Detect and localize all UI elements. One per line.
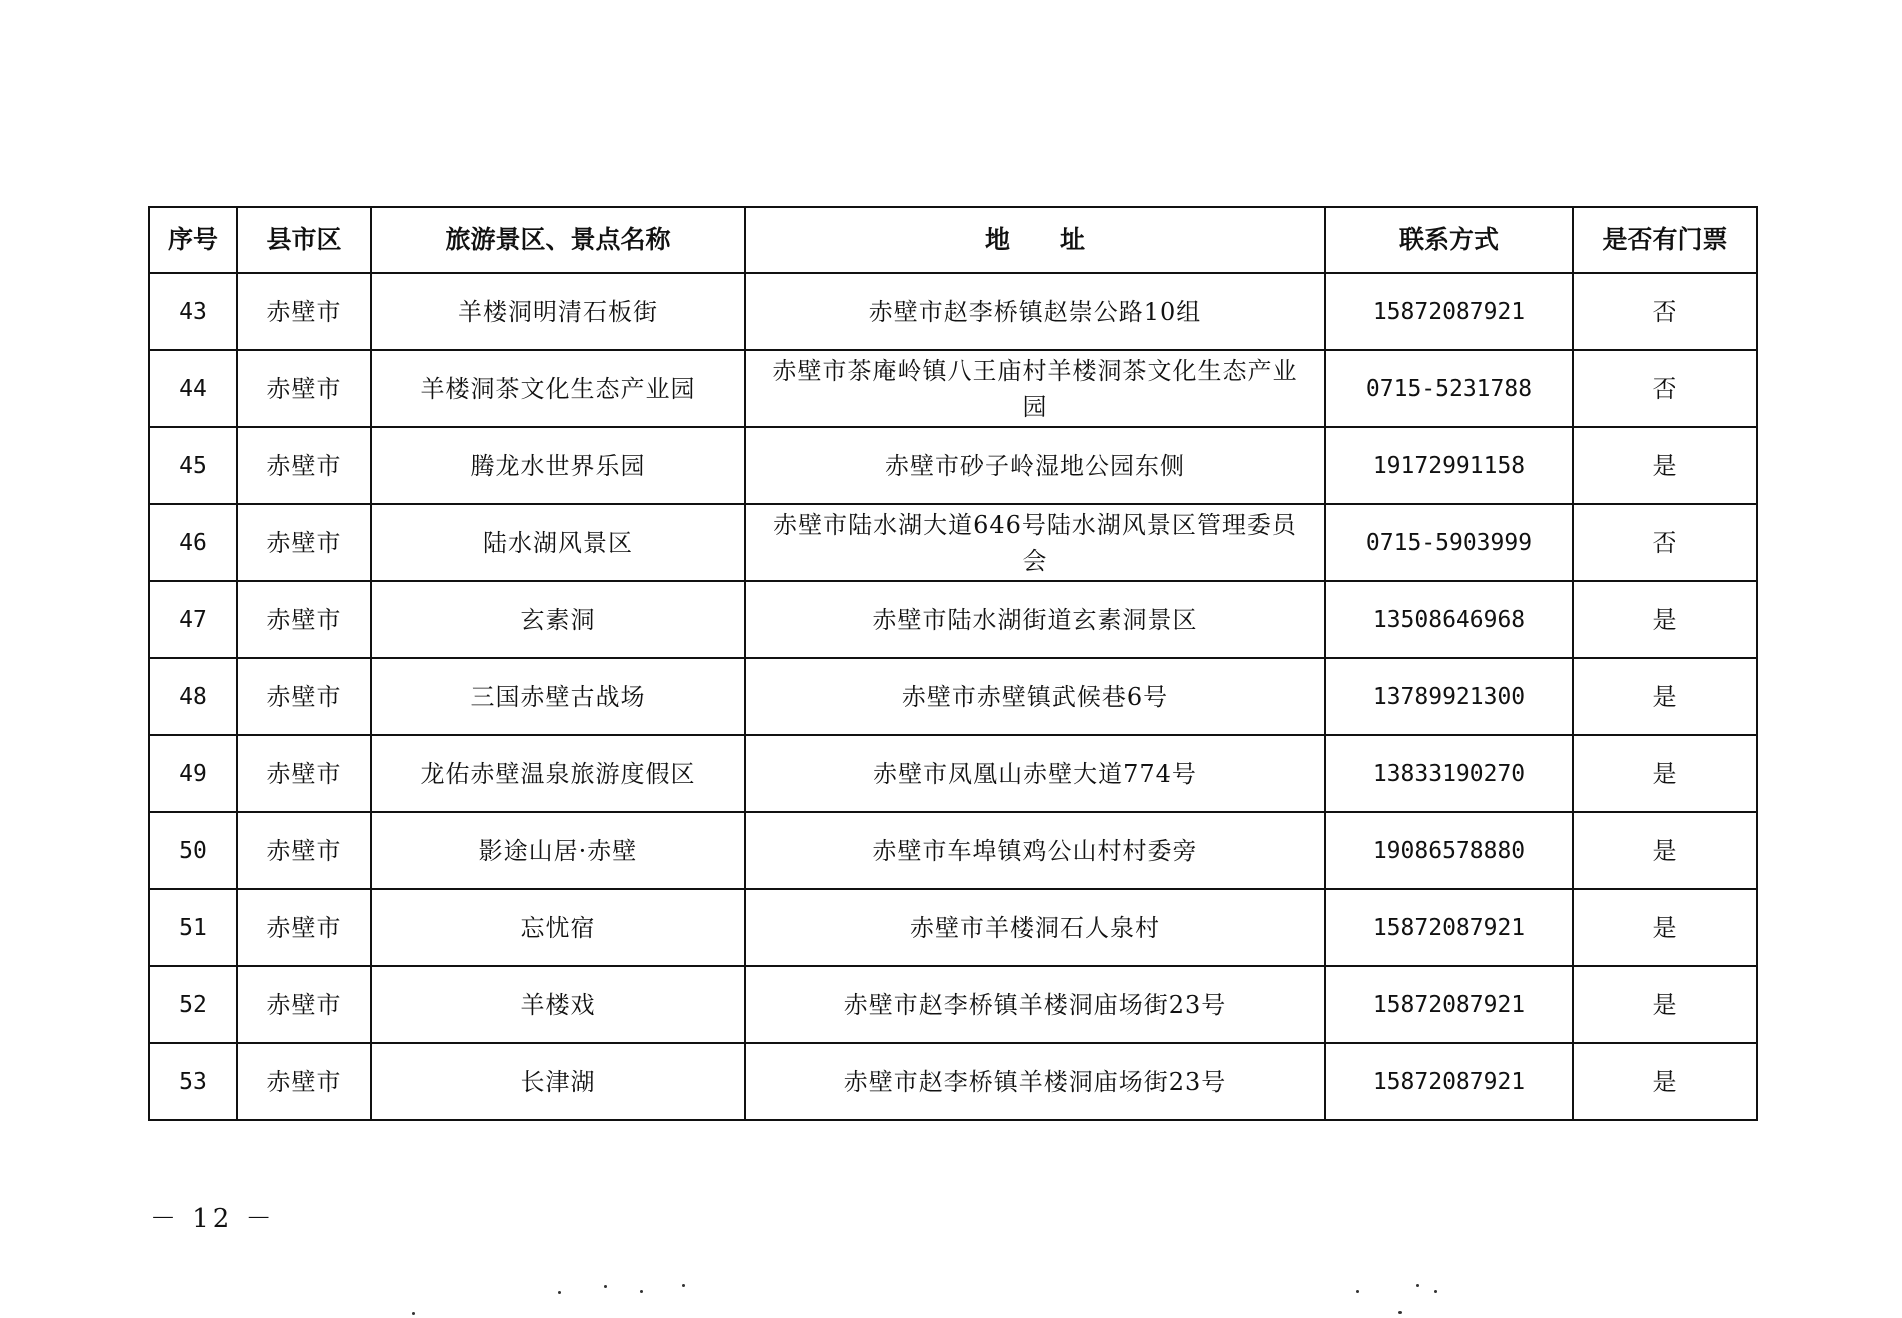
cell-ticket: 是 — [1573, 658, 1757, 735]
header-county: 县市区 — [237, 207, 371, 273]
scan-speck — [604, 1285, 607, 1288]
scan-speck — [1416, 1284, 1419, 1287]
cell-contact: 13833190270 — [1325, 735, 1573, 812]
scan-speck — [1398, 1311, 1402, 1314]
header-index: 序号 — [149, 207, 237, 273]
cell-contact: 15872087921 — [1325, 273, 1573, 350]
cell-index: 53 — [149, 1043, 237, 1120]
cell-ticket: 是 — [1573, 427, 1757, 504]
cell-address: 赤壁市车埠镇鸡公山村村委旁 — [745, 812, 1325, 889]
table-row — [149, 504, 1757, 581]
cell-ticket: 否 — [1573, 273, 1757, 350]
cell-county: 赤壁市 — [237, 581, 371, 658]
cell-ticket: 是 — [1573, 966, 1757, 1043]
cell-ticket: 是 — [1573, 735, 1757, 812]
cell-ticket: 否 — [1573, 504, 1757, 581]
cell-county: 赤壁市 — [237, 273, 371, 350]
cell-county: 赤壁市 — [237, 427, 371, 504]
cell-county: 赤壁市 — [237, 966, 371, 1043]
table-row — [149, 889, 1757, 966]
cell-contact: 15872087921 — [1325, 1043, 1573, 1120]
cell-name: 羊楼洞茶文化生态产业园 — [371, 350, 745, 427]
cell-name: 羊楼戏 — [371, 966, 745, 1043]
cell-contact: 19086578880 — [1325, 812, 1573, 889]
cell-county: 赤壁市 — [237, 735, 371, 812]
table-body — [149, 273, 1757, 1120]
cell-address: 赤壁市陆水湖街道玄素洞景区 — [745, 581, 1325, 658]
scan-speck — [1356, 1290, 1359, 1293]
cell-county: 赤壁市 — [237, 889, 371, 966]
cell-county: 赤壁市 — [237, 504, 371, 581]
header-contact: 联系方式 — [1325, 207, 1573, 273]
scan-speck — [412, 1312, 415, 1315]
cell-ticket: 否 — [1573, 350, 1757, 427]
cell-address: 赤壁市砂子岭湿地公园东侧 — [745, 427, 1325, 504]
cell-contact: 15872087921 — [1325, 966, 1573, 1043]
table-row — [149, 658, 1757, 735]
cell-name: 影途山居·赤壁 — [371, 812, 745, 889]
cell-ticket: 是 — [1573, 1043, 1757, 1120]
cell-name: 龙佑赤壁温泉旅游度假区 — [371, 735, 745, 812]
cell-ticket: 是 — [1573, 812, 1757, 889]
table-row — [149, 273, 1757, 350]
table-header — [149, 207, 1757, 273]
table-row — [149, 1043, 1757, 1120]
scan-speck — [682, 1284, 685, 1287]
cell-name: 三国赤壁古战场 — [371, 658, 745, 735]
cell-index: 45 — [149, 427, 237, 504]
cell-index: 52 — [149, 966, 237, 1043]
cell-name: 陆水湖风景区 — [371, 504, 745, 581]
table-row — [149, 350, 1757, 427]
header-row — [149, 207, 1757, 273]
cell-contact: 19172991158 — [1325, 427, 1573, 504]
cell-address: 赤壁市赵李桥镇羊楼洞庙场街23号 — [745, 1043, 1325, 1120]
cell-contact: 13789921300 — [1325, 658, 1573, 735]
scan-speck — [558, 1291, 561, 1294]
page-number: － 12 － — [150, 1204, 276, 1234]
cell-index: 49 — [149, 735, 237, 812]
cell-address: 赤壁市赵李桥镇赵崇公路10组 — [745, 273, 1325, 350]
cell-name: 长津湖 — [371, 1043, 745, 1120]
cell-index: 48 — [149, 658, 237, 735]
cell-contact: 15872087921 — [1325, 889, 1573, 966]
cell-contact: 13508646968 — [1325, 581, 1573, 658]
cell-index: 51 — [149, 889, 237, 966]
header-address: 地 址 — [745, 207, 1325, 273]
table-row — [149, 735, 1757, 812]
cell-name: 腾龙水世界乐园 — [371, 427, 745, 504]
scan-speck — [640, 1290, 643, 1293]
table-row — [149, 427, 1757, 504]
cell-address: 赤壁市陆水湖大道646号陆水湖风景区管理委员会 — [745, 504, 1325, 581]
cell-ticket: 是 — [1573, 581, 1757, 658]
cell-address: 赤壁市赵李桥镇羊楼洞庙场街23号 — [745, 966, 1325, 1043]
cell-contact: 0715-5231788 — [1325, 350, 1573, 427]
header-ticket: 是否有门票 — [1573, 207, 1757, 273]
cell-index: 46 — [149, 504, 237, 581]
cell-address: 赤壁市羊楼洞石人泉村 — [745, 889, 1325, 966]
cell-index: 50 — [149, 812, 237, 889]
cell-address: 赤壁市赤壁镇武候巷6号 — [745, 658, 1325, 735]
cell-index: 43 — [149, 273, 237, 350]
cell-county: 赤壁市 — [237, 1043, 371, 1120]
cell-name: 忘忧宿 — [371, 889, 745, 966]
cell-contact: 0715-5903999 — [1325, 504, 1573, 581]
cell-index: 44 — [149, 350, 237, 427]
table-row — [149, 812, 1757, 889]
cell-index: 47 — [149, 581, 237, 658]
cell-name: 羊楼洞明清石板街 — [371, 273, 745, 350]
cell-name: 玄素洞 — [371, 581, 745, 658]
table-row — [149, 966, 1757, 1043]
scan-speck — [1434, 1290, 1437, 1293]
table-row — [149, 581, 1757, 658]
cell-county: 赤壁市 — [237, 812, 371, 889]
scenic-spots-table — [148, 206, 1758, 1121]
cell-county: 赤壁市 — [237, 658, 371, 735]
cell-address: 赤壁市茶庵岭镇八王庙村羊楼洞茶文化生态产业园 — [745, 350, 1325, 427]
cell-ticket: 是 — [1573, 889, 1757, 966]
cell-address: 赤壁市凤凰山赤壁大道774号 — [745, 735, 1325, 812]
cell-county: 赤壁市 — [237, 350, 371, 427]
header-name: 旅游景区、景点名称 — [371, 207, 745, 273]
